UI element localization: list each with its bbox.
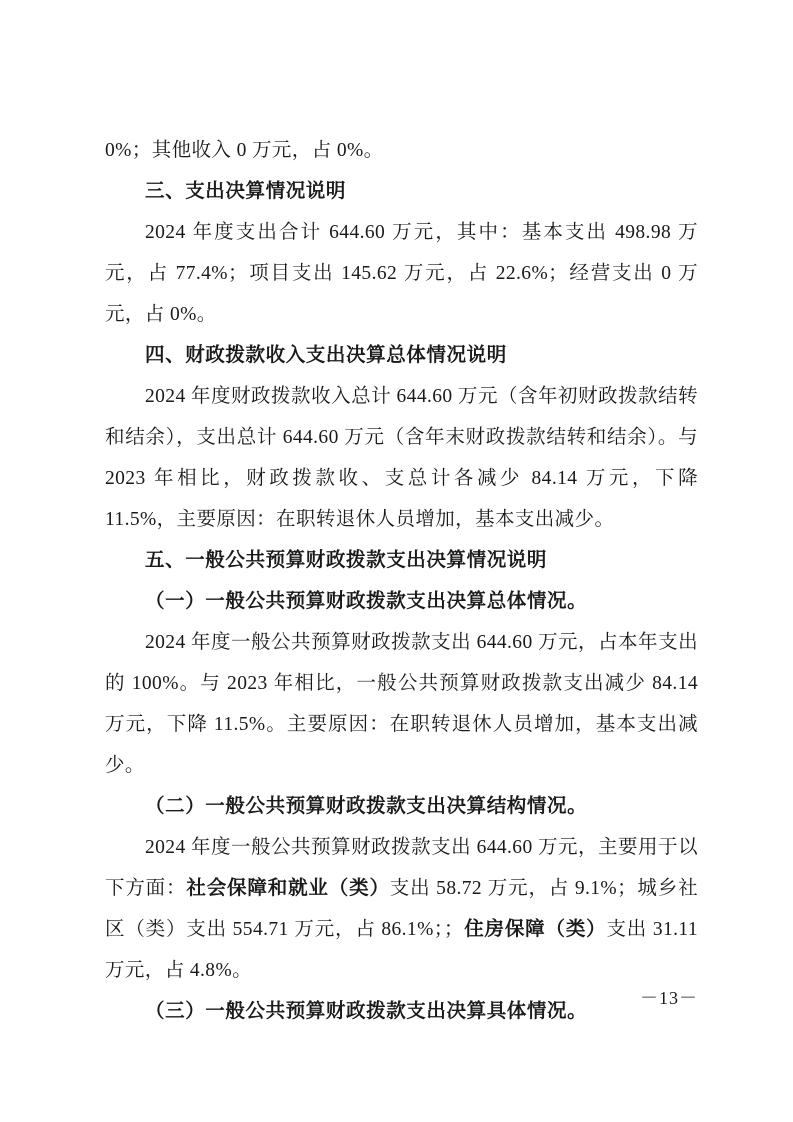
paragraph-other-income: 0%；其他收入 0 万元，占 0%。 xyxy=(105,140,384,161)
run-plain-3: 支出 31.11 万元，占 4.8%。 xyxy=(105,919,698,981)
paragraph-fiscal-appropriation-overall: 2024 年度财政拨款收入总计 644.60 万元（含年初财政拨款结转和结余），支出总计 644.60 万元（含年末财政拨款结转和结余）。与 2023 年相比，财政拨款收、支总计各减少 84.14 万元，下降 11.5%，主要原因：在职转退休人员增加，基本支出减少。 xyxy=(105,386,698,530)
run-bold-social-security: 社会保障和就业（类） xyxy=(186,878,390,899)
heading-fiscal-appropriation-overall: 四、财政拨款收入支出决算总体情况说明 xyxy=(145,345,507,366)
paragraph-general-public-budget-structure xyxy=(105,827,698,991)
run-plain-2: 支出 58.72 万元，占 9.1%；城乡社区（类）支出 554.71 万元，占 86.1%；； xyxy=(105,878,698,940)
run-plain-1: 2024 年度一般公共预算财政拨款支出 644.60 万元，主要用于以下方面： xyxy=(105,837,698,899)
document-body xyxy=(105,130,698,1032)
page-number: －13－ xyxy=(640,988,698,1008)
heading-general-public-budget: 五、一般公共预算财政拨款支出决算情况说明 xyxy=(145,550,548,571)
paragraph-general-public-budget-overall: 2024 年度一般公共预算财政拨款支出 644.60 万元，占本年支出的 100%。与 2023 年相比，一般公共预算财政拨款支出减少 84.14 万元，下降 11.5%。主要原因：在职转退休人员增加，基本支出减少。 xyxy=(105,632,698,776)
paragraph-expenditure-total: 2024 年度支出合计 644.60 万元，其中：基本支出 498.98 万元，占 77.4%；项目支出 145.62 万元，占 22.6%；经营支出 0 万元，占 0%。 xyxy=(105,222,698,325)
heading-general-public-budget-structure: （二）一般公共预算财政拨款支出决算结构情况。 xyxy=(145,796,588,817)
heading-expenditure-settlement: 三、支出决算情况说明 xyxy=(145,181,347,202)
run-bold-housing-security: 住房保障（类） xyxy=(463,919,607,940)
heading-general-public-budget-overall: （一）一般公共预算财政拨款支出决算总体情况。 xyxy=(145,591,588,612)
heading-general-public-budget-specific: （三）一般公共预算财政拨款支出决算具体情况。 xyxy=(145,1001,588,1022)
